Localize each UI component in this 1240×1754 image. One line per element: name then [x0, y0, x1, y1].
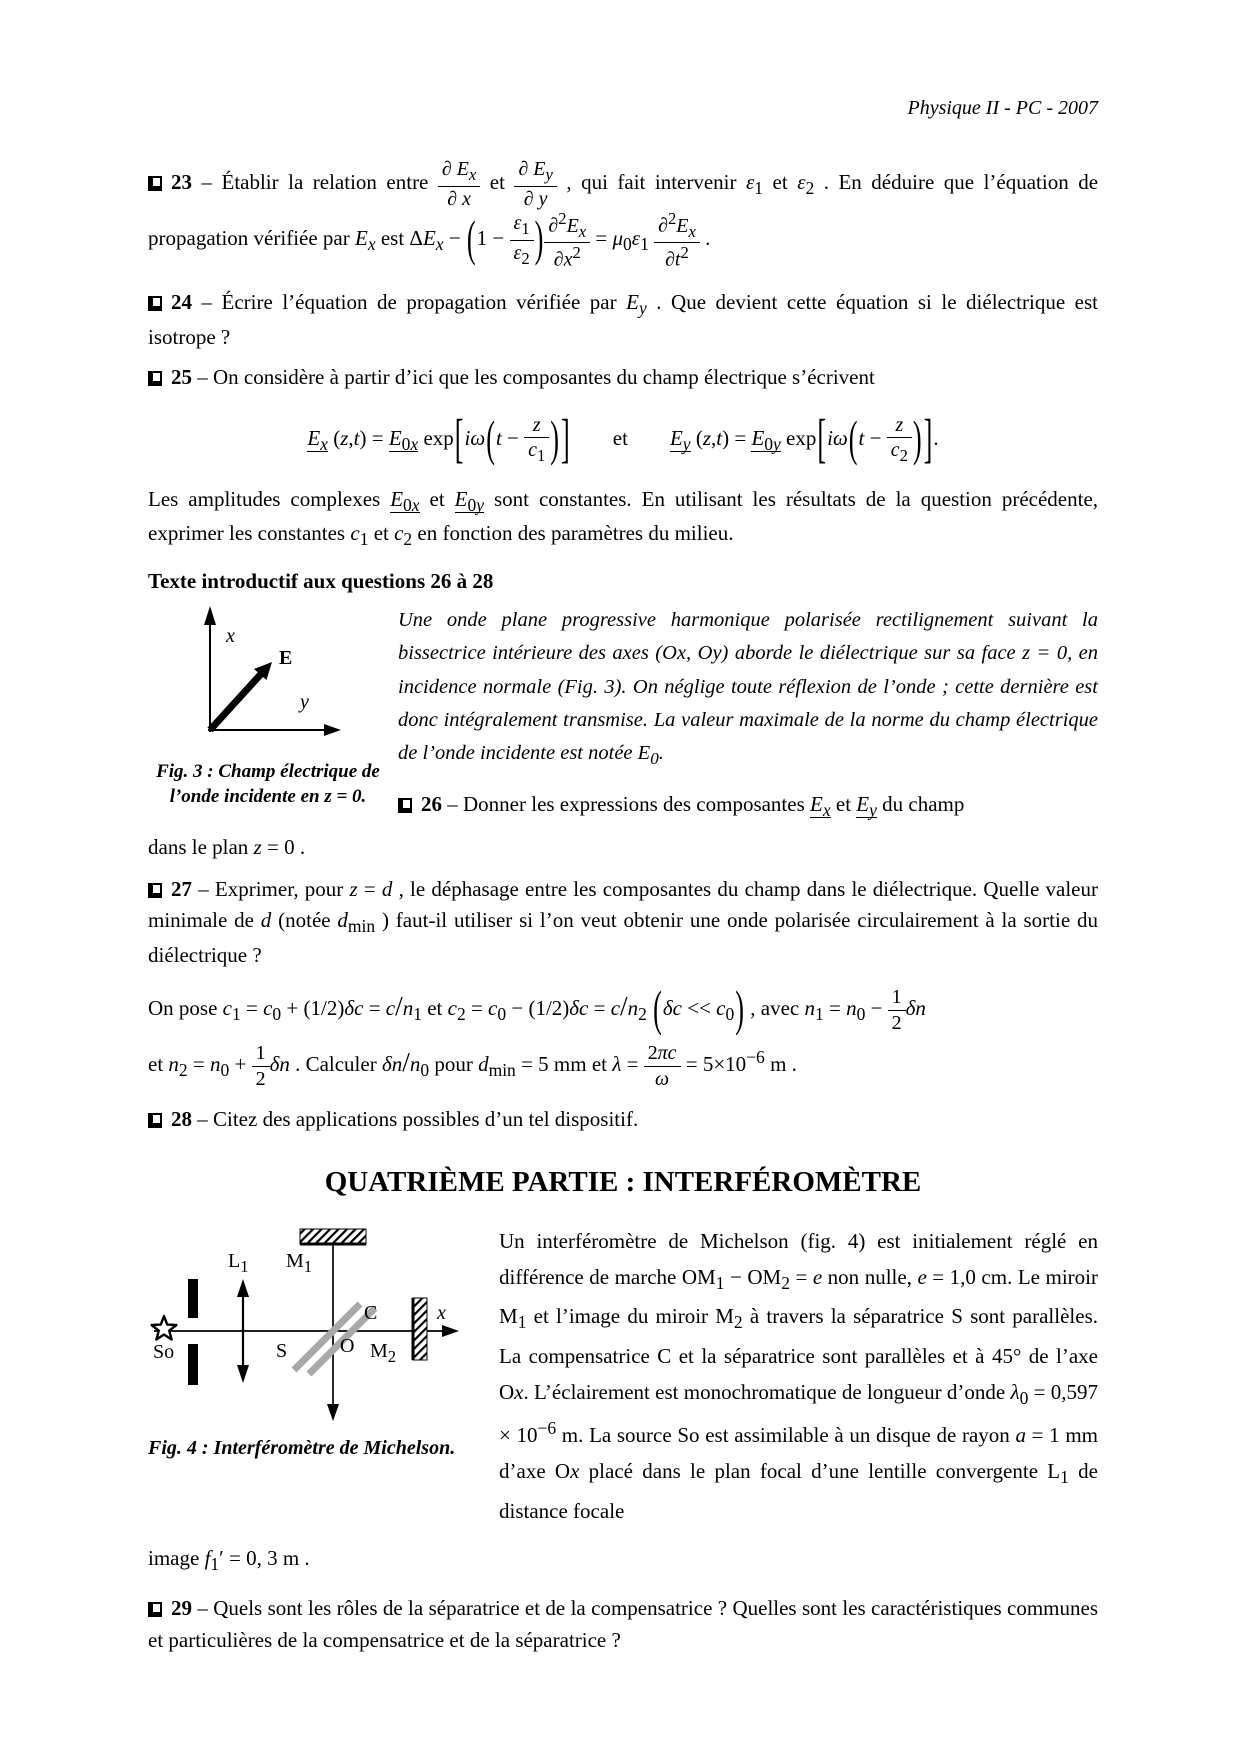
- question-27-checkbox-icon: [148, 883, 162, 898]
- fig4-label-origin-O: O: [340, 1335, 355, 1358]
- question-29-checkbox-icon: [148, 1602, 162, 1617]
- michelson-paragraph: Un interféromètre de Michelson (fig. 4) est initialement réglé en différence de marche $OM_1 - OM_2 = e$ non nulle, e = 1,0 cm. Le miroir $M_1$ et l’image du miroir $M_2$ à travers la séparatrice S sont parallèles. La compensatrice C et la séparatrice sont parallèles et à 45° de l’axe Ox. L’éclairement est monochromatique de longueur d’onde $\lambda_0 = 0,597 \times 10^{-6}$ m. La source So est assimilable à un disque de rayon a = 1 mm d’axe Ox placé dans le plan focal d’une lentille convergente $L_1$ de distance focale: [499, 1229, 1099, 1523]
- question-23: [148, 158, 1098, 271]
- question-24: [148, 287, 1098, 354]
- question-24-checkbox-icon: [148, 296, 162, 311]
- fig4-label-mirror-M1: $M_1$: [286, 1250, 313, 1277]
- question-28-text: 28 – Citez des applications possibles d’un tel dispositif.: [171, 1107, 639, 1132]
- fig4-label-separatrice-S: S: [276, 1340, 288, 1363]
- intro-column: [388, 604, 1098, 823]
- fig3-E-vector-label: E: [279, 647, 293, 670]
- fig3-y-axis-label: y: [300, 691, 309, 714]
- fig4-section: [148, 1223, 1098, 1529]
- question-27-text: 27 – Exprimer, pour z = d , le déphasage entre les composantes du champ dans le diélectrique. Quelle valeur minimale de d (notée $d_{min}$ ) faut-il utiliser si l’on veut obtenir une onde polarisée circulairement à la sortie du diélectrique ?: [148, 876, 1098, 968]
- fig3-section: [148, 604, 1098, 823]
- page-header: [148, 96, 1098, 120]
- question-26: [398, 789, 1098, 824]
- figure-4: [148, 1223, 483, 1460]
- question-27: [148, 874, 1098, 973]
- fig4-label-lens-L1: $L_1$: [228, 1250, 249, 1277]
- fig3-x-axis-label: x: [226, 625, 235, 648]
- question-29: [148, 1593, 1098, 1657]
- fig3-axes-diagram: [148, 604, 358, 746]
- fig4-label-x-axis: x: [437, 1302, 446, 1325]
- question-26-text: 26 – Donner les expressions des composantes $E_x$ et $E_y$ du champ: [421, 791, 965, 820]
- part-4-title: QUATRIÈME PARTIE : INTERFÉROMÈTRE: [324, 1166, 922, 1199]
- intro-heading: Texte introductif aux questions 26 à 28: [148, 569, 494, 594]
- question-29-text: 29 – Quels sont les rôles de la séparatrice et de la compensatrice ? Quelles sont les caractéristiques communes et particulières de la compensatrice et de la séparatrice ?: [148, 1596, 1098, 1653]
- pose-line-2: et $n_2 = n_0$ + $\frac{1}{2}$ δn . Calculer $\delta n/n_0$ pour $d_{min} = 5$ mm et λ = $\frac{2\pi c}{\omega}$ = $5\times 10^{-6}$ m .: [148, 1042, 797, 1090]
- question-23-text: 23 – Établir la relation entre $\frac{\partial E_x}{\partial x}$ et $\frac{\partial E_y}{\partial y}$ , qui fait intervenir $\varepsilon_1$ et $\varepsilon_2$ . En déduire que l’équation de propagation vérifiée par $E_x$ est $\Delta E_x - (1$ − $\frac{\varepsilon_1}{\varepsilon_2}$ ) $\frac{\partial^2E_x}{\partial x^2}$ = $\mu_0\varepsilon_1$ $\frac{\partial^2E_x}{\partial t^2}$ .: [148, 158, 1099, 271]
- intro-paragraph: Une onde plane progressive harmonique polarisée rectilignement suivant la bissectrice intérieure des axes (Ox, Oy) aborde le diélectrique sur sa face z = 0, en incidence normale (Fig. 3). On néglige toute réflexion de l’onde ; cette dernière est donc intégralement transmise. La valeur maximale de la norme du champ électrique de l’onde incidente est notée $E_0$.: [398, 609, 1098, 769]
- fig4-label-mirror-M2: $M_2$: [370, 1340, 397, 1367]
- pose-line-1: On pose $c_1 = c_0 + (1/2)\delta c = c/n_1$ et $c_2 = c_0 - (1/2)\delta c = c/n_2$ $(\delta c << c_0)$ , avec $n_1 = n_0$ − $\frac{1}{2}$ δn: [148, 981, 926, 1037]
- question-25-checkbox-icon: [148, 371, 162, 386]
- question-23-checkbox-icon: [148, 176, 162, 191]
- focal-length-line: image $f_1' = 0$, 3 m .: [148, 1545, 310, 1574]
- question-26-continuation: dans le plan z = 0 .: [148, 834, 306, 859]
- fig4-caption: Fig. 4 : Interféromètre de Michelson.: [148, 1437, 456, 1460]
- equation-25: $E_x$ $(z,t) = E_{0x}$ exp[iω(t − $\frac{z}{c_1}$ )] et $E_y$ $(z,t) = E_{0y}$ exp[iω(t − $\frac{z}{c_2}$ )].: [307, 408, 939, 469]
- figure-3: [148, 604, 388, 809]
- question-25: [148, 362, 1098, 394]
- question-24-text: 24 – Écrire l’équation de propagation vérifiée par $E_y$ . Que devient cette équation si le diélectrique est isotrope ?: [148, 290, 1099, 349]
- amplitudes-paragraph: Les amplitudes complexes $E_{0x}$ et $E_{0y}$ sont constantes. En utilisant les résultats de la question précédente, exprimer les constantes $c_1$ et $c_2$ en fonction des paramètres du milieu.: [148, 486, 1099, 550]
- fig4-label-source-So: So: [153, 1341, 175, 1364]
- fig4-label-compensatrice-C: C: [364, 1302, 378, 1325]
- header-title: Physique II - PC - 2007: [907, 97, 1098, 119]
- question-26-checkbox-icon: [398, 798, 412, 813]
- question-28-checkbox-icon: [148, 1113, 162, 1128]
- fig3-caption: Fig. 3 : Champ électrique de l’onde incidente en z = 0.: [156, 761, 380, 807]
- question-25-text: 25 – On considère à partir d’ici que les composantes du champ électrique s’écrivent: [171, 364, 875, 389]
- question-28: [148, 1104, 1098, 1136]
